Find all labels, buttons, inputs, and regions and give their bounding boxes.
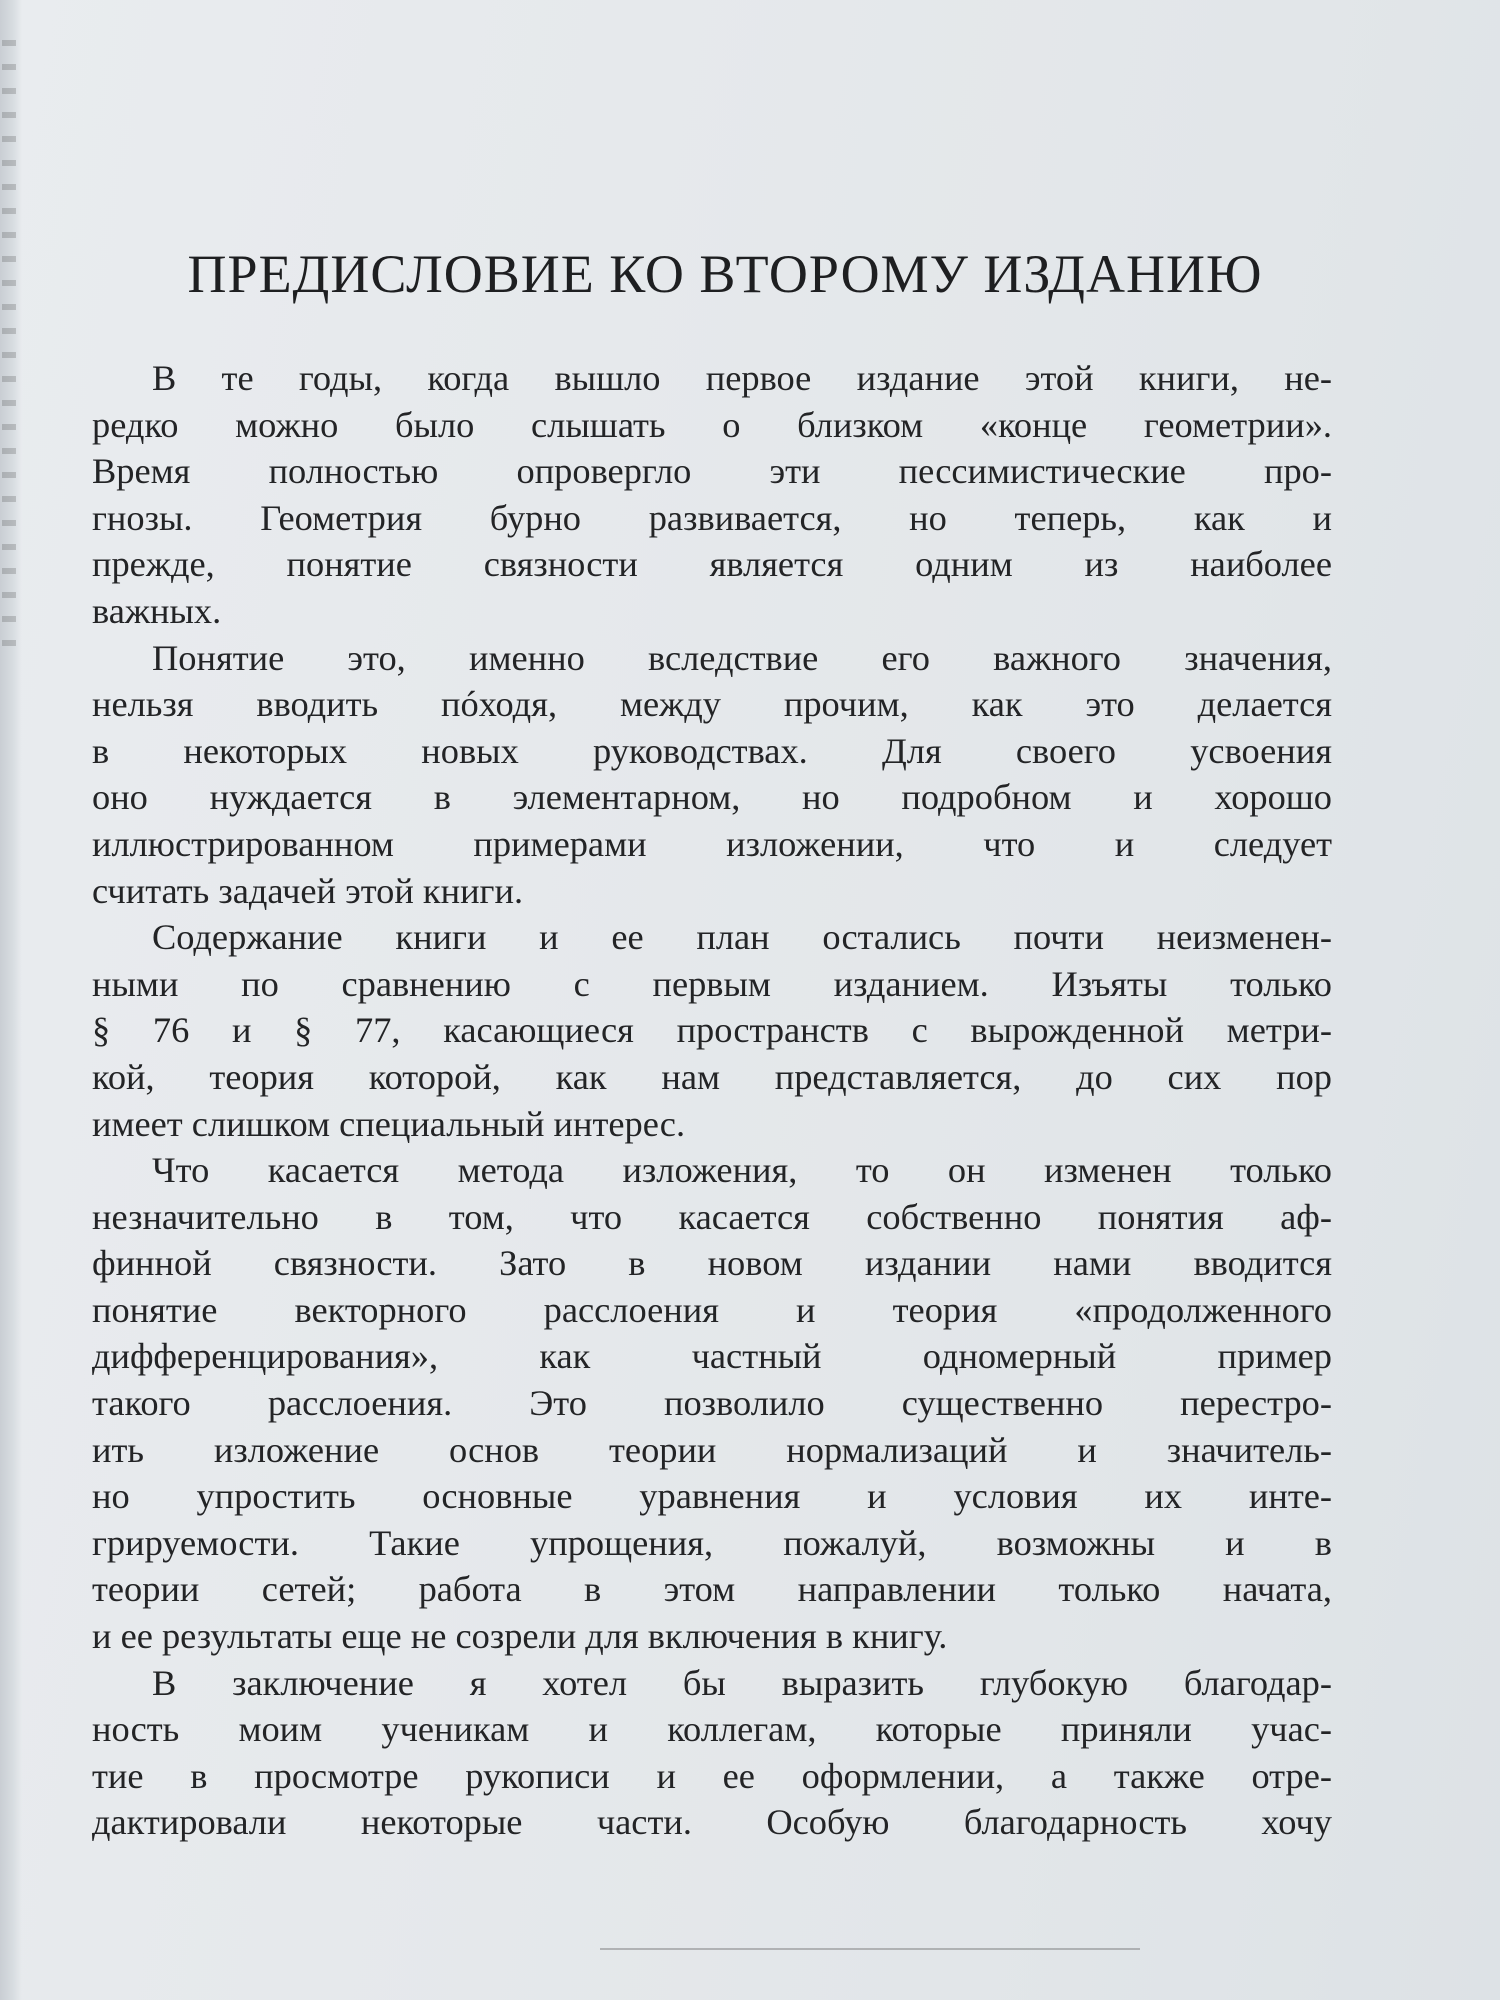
paragraph (92, 914, 1332, 1147)
text-line: дактировали некоторые части. Особую благодарность хочу (92, 1802, 1332, 1843)
paragraph (92, 355, 1332, 635)
preface-body (92, 355, 1332, 1846)
text-line: ными по сравнению с первым изданием. Изъяты только (92, 963, 1332, 1004)
text-line: нельзя вводить пóходя, между прочим, как это делается (92, 684, 1332, 725)
text-line: такого расслоения. Это позволило существенно перестро- (92, 1383, 1332, 1424)
text-line: в некоторых новых руководствах. Для своего усвоения (92, 730, 1332, 771)
text-line: иллюстрированном примерами изложении, что и следует (92, 823, 1332, 864)
text-line: важных. (92, 590, 222, 631)
text-line: Что касается метода изложения, то он изменен только (152, 1150, 1332, 1191)
paragraph (92, 635, 1332, 915)
text-line: дифференцирования», как частный одномерный пример (92, 1336, 1332, 1377)
text-line: грируемости. Такие упрощения, пожалуй, возможны и в (92, 1522, 1332, 1563)
text-line: понятие векторного расслоения и теория «продолженного (92, 1289, 1332, 1330)
text-line: § 76 и § 77, касающиеся пространств с вырожденной метри- (92, 1010, 1332, 1051)
text-line: и ее результаты еще не созрели для включения в книгу. (92, 1616, 948, 1657)
text-line: кой, теория которой, как нам представляется, до сих пор (92, 1056, 1332, 1097)
text-line: тие в просмотре рукописи и ее оформлении, а также отре- (92, 1755, 1332, 1796)
text-line: В заключение я хотел бы выразить глубокую благодар- (152, 1662, 1332, 1703)
paragraph (92, 1660, 1332, 1846)
text-line: считать задачей этой книги. (92, 870, 524, 911)
facing-page-edge (2, 40, 16, 660)
text-line: ить изложение основ теории нормализаций и значитель- (92, 1429, 1332, 1470)
text-line: Содержание книги и ее план остались почти неизменен- (152, 917, 1332, 958)
text-line: Время полностью опровергло эти пессимистические про- (92, 451, 1332, 492)
text-line: незначительно в том, что касается собственно понятия аф- (92, 1196, 1332, 1237)
text-line: гнозы. Геометрия бурно развивается, но теперь, как и (92, 497, 1332, 538)
text-line: прежде, понятие связности является одним из наиболее (92, 544, 1332, 585)
text-line: финной связности. Зато в новом издании нами вводится (92, 1243, 1332, 1284)
text-line: редко можно было слышать о близком «конце геометрии». (92, 404, 1332, 445)
text-line: оно нуждается в элементарном, но подробном и хорошо (92, 777, 1332, 818)
page-bottom-edge (600, 1948, 1140, 1950)
paragraph (92, 1147, 1332, 1660)
text-line: В те годы, когда вышло первое издание этой книги, не- (152, 358, 1332, 398)
page-title: ПРЕДИСЛОВИЕ КО ВТОРОМУ ИЗДАНИЮ (187, 244, 1263, 304)
text-line: теории сетей; работа в этом направлении только начата, (92, 1569, 1332, 1610)
text-line: но упростить основные уравнения и условия их инте- (92, 1476, 1332, 1517)
page-gutter (0, 0, 22, 2000)
text-line: ность моим ученикам и коллегам, которые приняли учас- (92, 1709, 1332, 1750)
text-line: имеет слишком специальный интерес. (92, 1103, 686, 1144)
text-line: Понятие это, именно вследствие его важного значения, (152, 637, 1332, 678)
